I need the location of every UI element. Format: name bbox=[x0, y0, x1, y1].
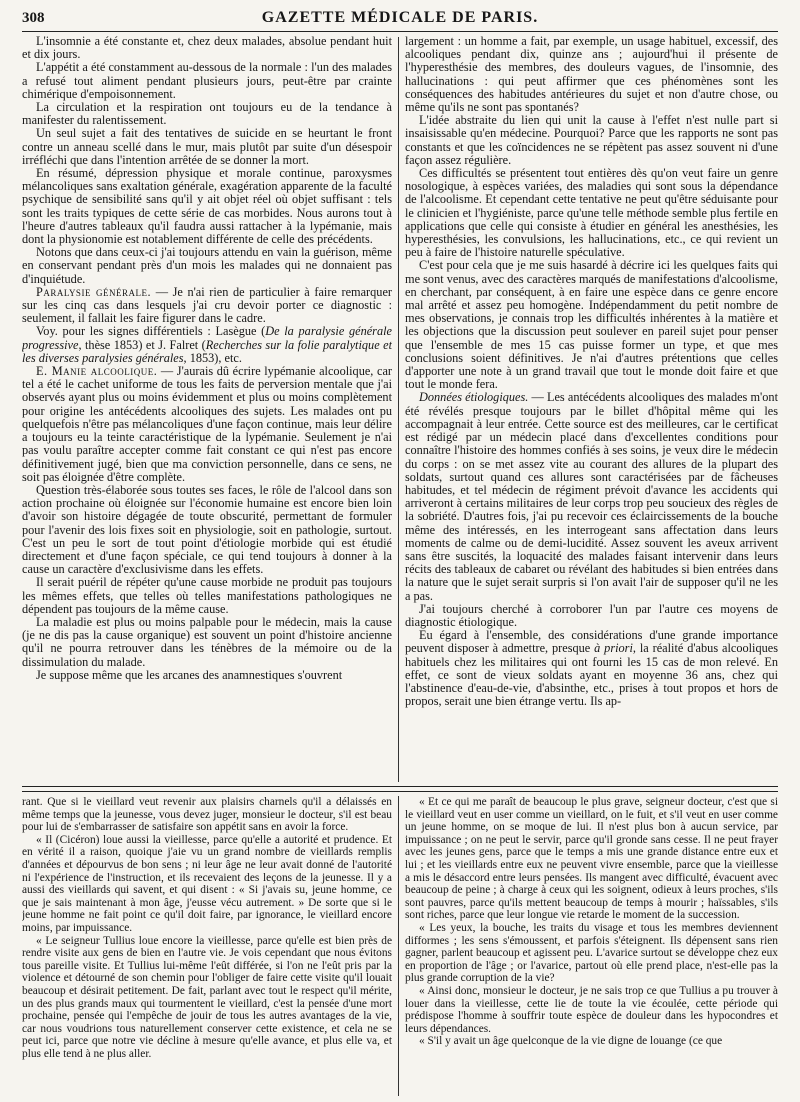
page-header bbox=[22, 8, 778, 28]
paragraph: Notons que dans ceux-ci j'ai toujours attendu en vain la guérison, même en conservant pendant près d'un mois les malades qui ne donnaient pas d'inquiétude. bbox=[22, 245, 392, 286]
feuilleton-right-column bbox=[405, 796, 778, 1096]
paragraph: « Ainsi donc, monsieur le docteur, je ne sais trop ce que Tullius a pu trouver à louer dans la vieillesse, cette lie de toute la vie écoulée, cette période qui prédispose l'homme à souffrir toute espèce de douleur dans les hypocondres et leurs dépendances. bbox=[405, 984, 778, 1035]
paragraph: « Et ce qui me paraît de beaucoup le plus grave, seigneur docteur, c'est que si le vieillard veut en user comme un vieillard, on le fuit, et s'il veut en user comme un jeune homme, on se moque de lui. Il n'est plus bon à aucun service, par impuissance ; on ne peut le servir, parce qu'il gronde sans cesse. Il ne peut frayer avec les jeunes gens, parce que le temps a mis une grande distance entre eux et lui ; et les vieillards entre eux ne peuvent vivre ensemble, parce que la vieillesse a mis le désaccord entre leurs pensées. Ils mangent avec difficulté, évacuent avec beaucoup de peine ; à charge à ceux qui les soignent, odieux à leurs proches, s'ils sont pauvres, parce qu'ils mettent beaucoup de temps à mourir ; haïssables, s'ils sont riches, parce que leur longue vie retarde le moment de la succession. bbox=[405, 796, 778, 922]
eu-egard-italic: à priori bbox=[594, 641, 633, 656]
section-heading-donnees: Données étiologiques. bbox=[419, 390, 529, 405]
header-rule bbox=[22, 31, 778, 32]
right-column bbox=[405, 35, 778, 782]
paragraph: « Les yeux, la bouche, les traits du visage et tous les membres deviennent difformes ; les sens s'émoussent, et parfois s'éteignent. Ils dépensent sans rien gagner, parlent beaucoup et agissent peu. L'avarice surtout se développe chez eux en proportion de l'âge ; or l'avarice, partout où elle prend place, n'est-elle pas la plus grande corruption de la vie? bbox=[405, 921, 778, 985]
paragraph: L'idée abstraite du lien qui unit la cause à l'effet n'est nulle part si insaisissable qu'en médecine. Pourquoi? Parce que les rapports ne sont pas constants et que les coïncidences ne se répètent pas assez souvent ni d'une façon assez régulière. bbox=[405, 113, 778, 167]
voy-text-2: , thèse 1853) et J. Falret ( bbox=[78, 337, 206, 352]
eu-egard-paragraph bbox=[405, 629, 778, 708]
paragraph: Question très-élaborée sous toutes ses faces, le rôle de l'alcool dans son action prochaine où éloignée sur l'économie humaine est encore bien loin d'avoir son histoire dégagée de toute obscurité, permettant de formuler pour l'avenir des lois fixes soit en physiologie, soit en pathologie, surtout. C'est un peu le sort de tout point d'étiologie morbide qui est étudié directement et d'une façon spéciale, ce qui tend toujours à donner à la cause un caractère d'exclusivisme dans les effets. bbox=[22, 482, 392, 577]
paragraph: J'ai toujours cherché à corroborer l'un par l'autre ces moyens de diagnostic étiologique. bbox=[405, 601, 778, 629]
paragraph: « S'il y avait un âge quelconque de la vie digne de louange (ce que bbox=[419, 1035, 723, 1048]
paralysie-paragraph bbox=[22, 286, 392, 326]
paragraph: En résumé, dépression physique et morale continue, paroxysmes mélancoliques sans exaltation générale, exagération apparente de la faculté psychique de sensibilité sans qu'il y ait objet réel où objet suffisant : tels sont les traits typiques de cette série de cas morbides. Nous aurons tout à l'heure d'autres tableaux qu'il faudra aussi rattacher à la lypémanie, mais dont la physionomie est notablement différente de celle des précédents. bbox=[22, 166, 392, 247]
column-separator bbox=[398, 796, 399, 1096]
eu-egard-text-1: Eu égard à l'ensemble, des considérations d'une grande importance peuvent disposer à admettre, presque bbox=[405, 628, 778, 656]
paragraph: « Il (Cicéron) loue aussi la vieillesse, parce qu'elle a autorité et prudence. Et en vérité il a raison, quoique j'aie vu un grand nombre de vieillards remplis d'années et dépourvus de bon sens ; ni leur âge ne leur avait donné de l'autorité ni l'expérience de l'instruction, et ils recevaient des leçons de la jeunesse. Il y a aussi des vieillards qui savent, et qui disent : « Si j'avais su, jeune homme, ce que je sais maintenant à mon âge, j'eusse vécu autrement. » De sorte que si le jeune homme ne fait point ce qu'il doit faire, par ignorance, le vieillard encore moins, par impuissance. bbox=[22, 833, 392, 934]
paragraph: « Le seigneur Tullius loue encore la vieillesse, parce qu'elle est bien près de rendre visite aux gens de bien en l'autre vie. Je vois cependant que nous évitons tous pareille visite. Et Tullius lui-même l'eût différée, si l'on ne l'eût pris par la violence et détourné de son chemin pour l'obliger de faire cette visite qu'il louait beaucoup et désirait petitement. De fait, parlant avec tout le respect qu'il mérite, un des plus grands maux qui tourmentent le vieillard, c'est la pensée d'une mort prochaine, pensée qui l'empêche de jouir de tous les autres avantages de la vie, car nous voudrions tous naturellement conserver cette existence, et cela ne se peut ici, parce que notre vie décline à mesure qu'elle avance, et plus elle va, et plus elle tend à ne plus aller. bbox=[22, 934, 392, 1060]
feuilleton bbox=[22, 796, 778, 1096]
main-article bbox=[22, 35, 778, 782]
paragraph: C'est pour cela que je me suis hasardé à décrire ici les quelques faits qui me sont venus, avec des caractères marqués de manifestations d'alcoolisme, en cherchant, par conséquent, à en faire une espèce dans ce genre encore mal arrêté et assez peu homogène. Indépendamment du petit nombre de mes observations, je connais trop les difficultés inhérentes à la matière et les objections que la discussion peut soulever en pareil sujet pour penser que l'ensemble de mes 15 cas puisse former un type, et que mes conclusions soient définitives. Je n'ai d'autres prétentions que celles d'apporter une note à un grand travail que tout le monde doit faire et que tout le monde fera. bbox=[405, 258, 778, 392]
donnees-paragraph bbox=[405, 391, 778, 602]
page-number: 308 bbox=[22, 9, 45, 26]
paragraph: largement : un homme a fait, par exemple, un usage habituel, excessif, des alcooliques pendant dix, quinze ans ; aujourd'hui il présente de l'hyperesthésie des membres, des douleurs vagues, de l'insomnie, des hallucinations : qui peut affirmer que ces phénomènes sont les conséquences des habitudes antérieures du sujet et non d'autre chose, ou même qu'ils ne sont pas spontanés? bbox=[405, 35, 778, 115]
paragraph: L'appétit a été constamment au-dessous de la normale : l'un des malades a refusé tout aliment pendant plusieurs jours, peut-être par crainte chimérique d'empoisonnement. bbox=[22, 60, 392, 101]
eu-egard-text-2: , la réalité d'abus alcooliques habituels chez les militaires qui ont fourni les 15 cas de mon relevé. En effet, ce sont de vieux soldats ayant en moyenne 36 ans, chez qui l'abstinence d'eau-de-vie, d'absinthe, etc., prises à tout propos et hors de propos, serait une bien étrange vertu. Ils ap- bbox=[405, 641, 778, 709]
paragraph: Il serait puéril de répéter qu'une cause morbide ne produit pas toujours les mêmes effets, que telles où telles manifestations pathologiques ne dépendent pas toujours de la même cause. bbox=[22, 575, 392, 616]
feuilleton-left-column bbox=[22, 796, 392, 1096]
paragraph: Un seul sujet a fait des tentatives de suicide en se heurtant le front contre un anneau scellé dans le mur, mais plutôt par suite d'un désespoir irréfléchi que dans l'intention arrêtée de se donner la mort. bbox=[22, 126, 392, 167]
paragraph: La circulation et la respiration ont toujours eu de la tendance à manifester du ralentissement. bbox=[22, 100, 392, 128]
journal-title: GAZETTE MÉDICALE DE PARIS. bbox=[261, 9, 539, 26]
left-column bbox=[22, 35, 392, 782]
paragraph: L'insomnie a été constante et, chez deux malades, absolue pendant huit et dix jours. bbox=[22, 35, 392, 62]
donnees-text: — Les antécédents alcooliques des malades m'ont été révélés presque toujours par le billet d'hôpital même qui les accompagnait à leur entrée. Cette source est des meilleures, car le certificat est rédigé par un médecin placé dans d'excellentes conditions pour connaître l'histoire des hommes confiés à ses soins, je veux dire le médecin du corps : on se met assez vite au courant des allures de la plupart des soldats, surtout quand ces allures sont caractérisées par de fâcheuses habitudes, et tel médecin de régiment prévoit d'avance les accidents qui arriveront à certains militaires de leur corps trop peu soucieux des règles de la sobriété. D'autres fois, j'ai pu recevoir ces éclaircissements de la bouche même des intéressés, en les interrogeant sans affectation dans leurs moments de calme ou de demi-lucidité. Assez souvent les aveux arrivent sans être suscités, la loquacité des malades faisant intervenir dans leurs récits des tableaux de cabaret ou révélant des habitudes si bien entrées dans la nature que le sujet serait surpris si l'on avait l'air de supposer qu'il ne les a pas. bbox=[405, 390, 778, 603]
voy-paragraph bbox=[22, 325, 392, 365]
manie-text: — J'aurais dû écrire lypémanie alcoolique, car tel a été le cachet uniforme de tous les faits de perversion mentale que j'ai observés ayant plus ou moins évidemment et plus ou moins complètement pour origine les antécédents alcooliques des sujets. Les malades ont pu quelquefois n'être pas mélancoliques d'une façon continue, mais leur délire a toujours eu la teinte caractéristique de la lypémanie. Seulement je n'ai pas voulu paraître accepter comme fait constant ce qui n'est pas encore définitivement jugé, bien que ma conviction personnelle, dans ce sens, ne soit pas éloignée d'être complète. bbox=[22, 364, 392, 484]
feuilleton-separator bbox=[22, 786, 778, 792]
column-separator bbox=[398, 37, 399, 782]
section-heading-paralysie: Paralysie générale. bbox=[36, 284, 152, 299]
paragraph: La maladie est plus ou moins palpable pour le médecin, mais la cause (je ne dis pas la cause organique) est souvent un point d'histoire ancienne qu'il ne pourra retrouver dans les ténèbres de la mémoire ou de la dissimulation du malade. bbox=[22, 614, 392, 669]
section-heading-manie: E. Manie alcoolique. bbox=[36, 364, 158, 379]
paralysie-text: — Je n'ai rien de particulier à faire remarquer sur les cinq cas dans lesquels j'ai cru devoir porter ce diagnostic : seulement, il fallait les faire figurer dans le cadre. bbox=[22, 284, 392, 326]
voy-citation-falret: Recherches sur la folie paralytique et les diverses paralysies générales bbox=[22, 337, 392, 365]
voy-text-3: , 1853), etc. bbox=[183, 350, 242, 365]
paragraph: Ces difficultés se présentent tout entières dès qu'on veut faire un genre nosologique, à espèces variées, des maladies qui sont sous la dépendance de l'alcoolisme. Et cependant cette tentative ne peut qu'être séduisante pour le clinicien et l'hygiéniste, parce qu'une telle méthode semble plus fertile en applications que celle qui consiste à étudier en général les anesthésies, les hyperesthésies, les convulsions, les hallucinations, etc., ce qui revient un peu à faire de l'histoire naturelle spéculative. bbox=[405, 166, 778, 260]
paragraph: rant. Que si le vieillard veut revenir aux plaisirs charnels qu'il a délaissés en même temps que la jeunesse, vous devez juger, monsieur le docteur, s'il est beau pour lui de s'embarrasser de satisfaire son appétit sans en avoir la force. bbox=[22, 796, 392, 834]
voy-text-1: Voy. pour les signes différentiels : Lasègue ( bbox=[36, 324, 266, 339]
paragraph: Je suppose même que les arcanes des anamnestiques s'ouvrent bbox=[36, 667, 343, 682]
manie-paragraph bbox=[22, 365, 392, 484]
voy-citation-lasegue: De la paralysie générale progressive bbox=[22, 324, 392, 352]
